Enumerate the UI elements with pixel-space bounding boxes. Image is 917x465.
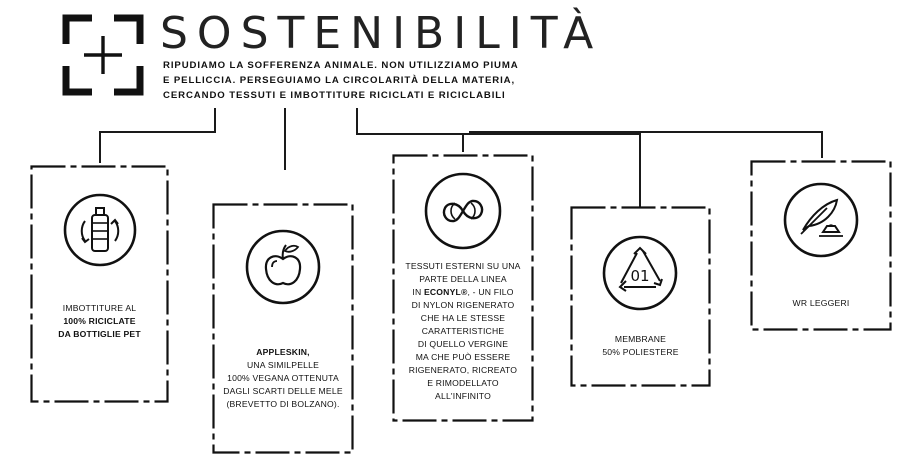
- card-line: UNA SIMILPELLE: [246, 360, 320, 370]
- page-title: SOSTENIBILITÀ: [160, 8, 603, 59]
- feather-weight-icon: [783, 182, 859, 258]
- card-line: MEMBRANE: [614, 334, 667, 344]
- brand-logo: [62, 14, 144, 96]
- card-text: [750, 297, 892, 310]
- card-line-brand: [392, 286, 534, 299]
- card-line: 50% POLIESTERE: [602, 347, 679, 357]
- infinity-icon: [424, 172, 502, 250]
- card-line: DI QUELLO VERGINE: [417, 339, 509, 349]
- card-line: E RIMODELLATO: [427, 378, 499, 388]
- card-text: [392, 260, 534, 403]
- card-line: WR LEGGERI: [792, 298, 850, 308]
- card-text: [212, 346, 354, 411]
- card-econyl: [392, 154, 534, 422]
- card-line: 100% RICICLATE: [63, 316, 136, 326]
- apple-icon: [245, 229, 321, 305]
- card-recycled-padding: [30, 165, 169, 403]
- card-wr-light: [750, 160, 892, 331]
- recycle-01-icon: [602, 235, 678, 311]
- card-appleskin: [212, 203, 354, 454]
- card-line: MA CHE PUÒ ESSERE: [415, 352, 511, 362]
- card-line: TESSUTI ESTERNI SU UNA: [405, 261, 521, 271]
- card-line: RIGENERATO, RICREATO: [408, 365, 518, 375]
- subtitle-line: RIPUDIAMO LA SOFFERENZA ANIMALE. NON UTILIZZIAMO PIUMA: [163, 60, 519, 71]
- card-line: CARATTERISTICHE: [421, 326, 505, 336]
- card-line: CHE HA LE STESSE: [420, 313, 506, 323]
- brand-prefix: IN: [412, 287, 424, 297]
- card-line: (BREVETTO DI BOLZANO).: [226, 399, 340, 409]
- recycle-code: 01: [630, 267, 650, 285]
- card-line: IMBOTTITURE AL: [62, 303, 137, 313]
- subtitle-line: E PELLICCIA. PERSEGUIAMO LA CIRCOLARITÀ DELLA MATERIA,: [163, 75, 516, 86]
- brand-name: ECONYL®: [423, 287, 468, 297]
- card-line: ALL'INFINITO: [435, 391, 491, 401]
- card-membrane: [570, 206, 711, 387]
- card-text: [570, 333, 711, 359]
- card-line: DA BOTTIGLIE PET: [58, 329, 141, 339]
- card-line: PARTE DELLA LINEA: [419, 274, 507, 284]
- page-subtitle: [163, 58, 583, 103]
- card-line: DI NYLON RIGENERATO: [411, 300, 515, 310]
- recycled-bottle-icon: [63, 193, 137, 267]
- subtitle-line: CERCANDO TESSUTI E IMBOTTITURE RICICLATI E RICICLABILI: [163, 90, 506, 101]
- card-line: 100% VEGANA OTTENUTA: [227, 373, 339, 383]
- card-text: [30, 302, 169, 341]
- card-line: APPLESKIN,: [256, 347, 310, 357]
- brand-suffix: , - UN FILO: [467, 287, 514, 297]
- card-line: DAGLI SCARTI DELLE MELE: [223, 386, 343, 396]
